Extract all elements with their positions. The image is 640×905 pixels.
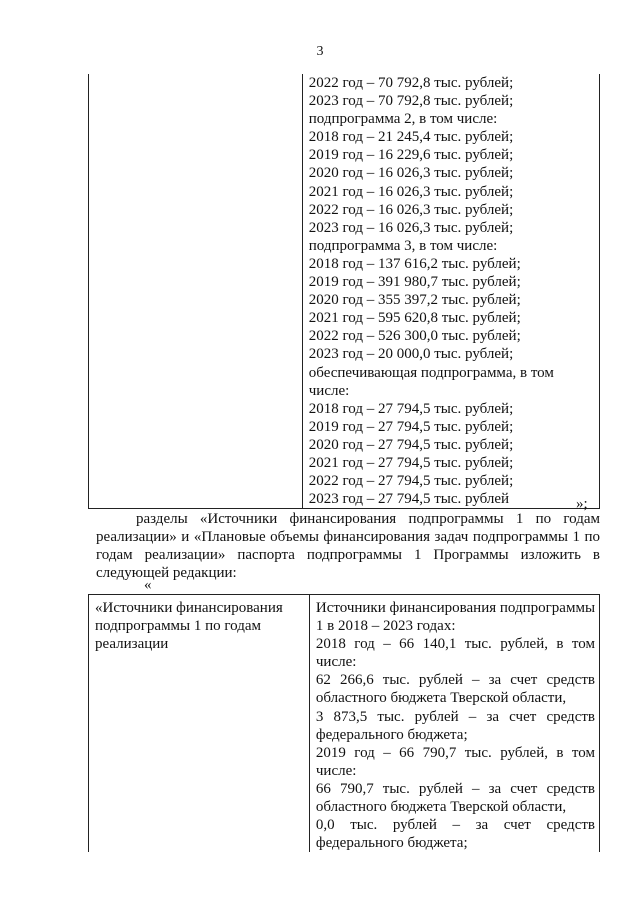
- funding-source-paragraph: 2019 год – 66 790,7 тыс. рублей, в том числе:: [315, 744, 595, 779]
- funding-line: 2021 год – 27 794,5 тыс. рублей;: [308, 454, 514, 471]
- funding-line: 2022 год – 526 300,0 тыс. рублей;: [308, 328, 521, 345]
- funding-line: 2021 год – 16 026,3 тыс. рублей;: [308, 183, 514, 200]
- funding-line: 2019 год – 27 794,5 тыс. рублей;: [308, 418, 514, 435]
- funding-sources-details: [316, 599, 595, 852]
- funding-source-paragraph: 0,0 тыс. рублей – за счет средств федерального бюджета;: [315, 817, 595, 852]
- funding-table-continued: [88, 74, 600, 509]
- funding-line: 2019 год – 391 980,7 тыс. рублей;: [308, 274, 521, 291]
- table2-right-cell: [309, 595, 599, 853]
- funding-sources-heading: «Источники финансирования подпрограммы 1 по годам реализации: [95, 600, 283, 653]
- funding-line: 2018 год – 21 245,4 тыс. рублей;: [308, 129, 514, 146]
- table-right-cell: [302, 74, 599, 509]
- funding-line: 2021 год – 595 620,8 тыс. рублей;: [308, 310, 521, 327]
- funding-source-paragraph: Источники финансирования подпрограммы 1 в 2018 – 2023 годах:: [315, 600, 596, 635]
- funding-line: 2018 год – 27 794,5 тыс. рублей;: [308, 400, 514, 417]
- funding-line: подпрограмма 2, в том числе:: [308, 111, 498, 128]
- funding-line: 2022 год – 27 794,5 тыс. рублей;: [308, 473, 514, 490]
- funding-line: подпрограмма 3, в том числе:: [308, 237, 498, 254]
- funding-line: 2022 год – 16 026,3 тыс. рублей;: [308, 201, 514, 218]
- funding-line: числе:: [308, 382, 350, 399]
- subprogram-funding-table: [88, 594, 600, 852]
- funding-line: 2018 год – 137 616,2 тыс. рублей;: [308, 255, 521, 272]
- opening-quote-mark: «: [144, 577, 152, 593]
- amendment-paragraph: разделы «Источники финансирования подпрограммы 1 по годам реализации» и «Плановые объемы финансирования задач подпрограммы 1 по годам реализации» паспорта подпрограммы 1 Программы изложить в следующей редакции:: [96, 511, 600, 581]
- funding-line: 2023 год – 70 792,8 тыс. рублей;: [308, 93, 514, 110]
- table2-left-cell: [89, 595, 310, 853]
- funding-source-paragraph: 62 266,6 тыс. рублей – за счет средств областного бюджета Тверской области,: [315, 672, 595, 707]
- funding-line: 2023 год – 27 794,5 тыс. рублей: [308, 491, 510, 508]
- funding-line: 2020 год – 355 397,2 тыс. рублей;: [308, 292, 521, 309]
- funding-line: 2022 год – 70 792,8 тыс. рублей;: [308, 75, 514, 91]
- closing-quote-mark: »;: [576, 496, 588, 512]
- funding-source-paragraph: 66 790,7 тыс. рублей – за счет средств областного бюджета Тверской области,: [315, 780, 595, 816]
- funding-lines: [309, 74, 595, 508]
- funding-line: 2023 год – 16 026,3 тыс. рублей;: [308, 219, 514, 236]
- funding-line: 2019 год – 16 229,6 тыс. рублей;: [308, 147, 514, 164]
- table-left-cell-empty: [89, 74, 303, 509]
- page-number: 3: [316, 44, 324, 59]
- funding-line: 2020 год – 16 026,3 тыс. рублей;: [308, 165, 514, 182]
- funding-line: обеспечивающая подпрограмма, в том: [308, 364, 554, 381]
- funding-source-paragraph: 2018 год – 66 140,1 тыс. рублей, в том числе:: [315, 636, 595, 671]
- funding-source-paragraph: 3 873,5 тыс. рублей – за счет средств федерального бюджета;: [315, 708, 595, 743]
- funding-line: 2020 год – 27 794,5 тыс. рублей;: [308, 436, 514, 453]
- funding-line: 2023 год – 20 000,0 тыс. рублей;: [308, 346, 514, 363]
